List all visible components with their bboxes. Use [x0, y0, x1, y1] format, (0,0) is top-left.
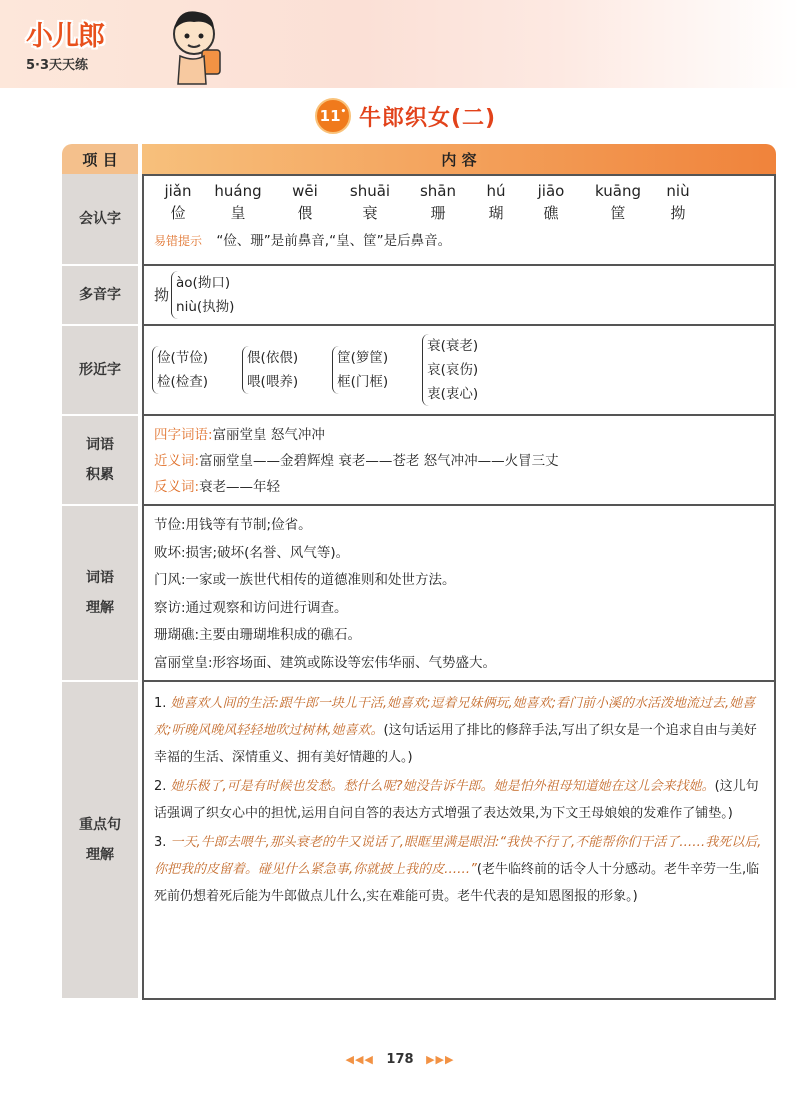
sentence-note: (这句话运用了排比的修辞手法,写出了织女是一个追求自由与美好幸福的生活、深情重义、拥有美好情趣的人。)	[154, 723, 757, 765]
row-label: 会认字	[62, 174, 138, 266]
row-label-line: 词语	[86, 570, 114, 586]
hanzi: 偎	[297, 204, 313, 222]
sentence-quote: 一天,牛郎去喂牛,那头衰老的牛又说话了,眼眶里满是眼泪:“我快不行了,不能帮你们干活了……我死以后,你把我的皮留着。碰见什么紧急事,你就披上我的皮……”	[154, 835, 762, 877]
row-label: 形近字	[62, 326, 138, 416]
pinyin-line	[154, 180, 764, 202]
brace	[332, 346, 388, 394]
tip-line	[154, 230, 764, 252]
similar-word: 筐(箩筐)	[337, 350, 389, 366]
lesson-number-badge: 11 •	[315, 98, 351, 134]
sentence-number: 2.	[154, 779, 167, 794]
sentence-number: 3.	[154, 835, 167, 850]
word-text: 富丽堂皇——金碧辉煌 衰老——苍老 怒气冲冲——火冒三丈	[199, 453, 559, 469]
pinyin: huáng	[214, 182, 262, 200]
similar-group	[422, 334, 478, 406]
row-xingjinzi	[62, 326, 776, 416]
row-huirenzi	[62, 174, 776, 266]
word-text: 衰老——年轻	[199, 479, 281, 495]
lesson-title	[315, 96, 496, 136]
reading: ào(拗口)	[176, 275, 231, 291]
definition-line: 富丽堂皇:形容场面、建筑或陈设等宏伟华丽、气势盛大。	[154, 654, 497, 671]
similar-word: 喂(喂养)	[247, 374, 299, 390]
similar-word: 偎(依偎)	[247, 350, 299, 366]
word-text: 富丽堂皇 怒气冲冲	[212, 427, 325, 443]
hanzi: 瑚	[488, 204, 504, 222]
polyphone-group	[154, 271, 764, 319]
page-number: 178	[386, 1052, 414, 1067]
word-tag: 反义词:	[154, 479, 200, 495]
pinyin: shuāi	[349, 182, 391, 200]
logo-title: 小儿郎	[26, 21, 104, 52]
definition-line: 门风:一家或一族世代相传的道德准则和处世方法。	[154, 572, 456, 588]
sentence-quote: 她乐极了,可是有时候也发愁。愁什么呢?她没告诉牛郎。她是怕外祖母知道她在这儿会来找她。	[170, 779, 715, 794]
polyphone-char: 拗	[154, 286, 170, 304]
brace	[171, 271, 234, 319]
similar-word: 框(门框)	[337, 374, 389, 390]
definition-line: 察访:通过观察和访问进行调查。	[154, 599, 348, 616]
row-content	[142, 506, 776, 682]
hanzi: 礁	[543, 204, 559, 222]
word-tag: 四字词语:	[154, 427, 213, 443]
col-project-header: 项 目	[62, 144, 138, 174]
row-label-line: 积累	[86, 467, 114, 483]
row-zhongdianju	[62, 682, 776, 1000]
pinyin: jiǎn	[164, 182, 192, 200]
row-content	[142, 326, 776, 416]
row-label-line: 理解	[86, 847, 114, 863]
table-header	[62, 144, 776, 174]
pinyin: hú	[486, 182, 506, 200]
row-content	[142, 682, 776, 1000]
pinyin: shān	[419, 182, 457, 200]
brace	[152, 346, 208, 394]
page-footer	[0, 1052, 800, 1067]
row-label	[62, 416, 138, 506]
row-ciyujilei	[62, 416, 776, 506]
row-label-line: 词语	[86, 437, 114, 453]
row-content	[142, 174, 776, 266]
hanzi: 筐	[610, 204, 626, 222]
row-content	[142, 266, 776, 326]
pinyin: jiāo	[537, 182, 565, 200]
top-banner	[0, 0, 800, 88]
pinyin: niù	[666, 182, 690, 200]
row-label: 多音字	[62, 266, 138, 326]
similar-group	[242, 346, 298, 394]
right-arrows-icon: ▶▶▶	[426, 1053, 455, 1066]
key-sentence	[154, 773, 764, 827]
word-line	[154, 448, 764, 474]
hanzi: 珊	[430, 204, 446, 222]
tip-text: “俭、珊”是前鼻音,“皇、筐”是后鼻音。	[216, 233, 452, 249]
sentence-quote: 她喜欢人间的生活:跟牛郎一块儿干活,她喜欢;逗着兄妹俩玩,她喜欢;看门前小溪的水活泼地流过去,她喜欢;听晚风晚风轻轻地吹过树林,她喜欢。	[154, 696, 756, 738]
row-label	[62, 506, 138, 682]
row-content	[142, 416, 776, 506]
col-content-header: 内 容	[142, 144, 776, 174]
brand-logo	[14, 4, 214, 84]
similar-word: 衰(衰老)	[427, 338, 479, 354]
sentence-number: 1.	[154, 696, 167, 711]
definition-line: 败坏:损害;破坏(名誉、风气等)。	[154, 544, 350, 561]
similar-word: 检(检查)	[157, 374, 209, 390]
mascot-boy-icon	[164, 4, 228, 88]
row-ciyulijie	[62, 506, 776, 682]
lesson-title-text: 牛郎织女(二)	[359, 105, 497, 131]
definition-line: 节俭:用钱等有节制;俭省。	[154, 517, 312, 533]
similar-group	[152, 346, 208, 394]
pinyin: kuāng	[595, 182, 641, 200]
row-label	[62, 682, 138, 1000]
key-sentence	[154, 690, 764, 771]
similar-word: 俭(节俭)	[157, 350, 209, 366]
word-tag: 近义词:	[154, 453, 200, 469]
row-label-line: 重点句	[79, 817, 121, 833]
tip-label: 易错提示	[154, 234, 203, 248]
brace	[422, 334, 478, 406]
word-line	[154, 474, 764, 500]
reading: niù(执拗)	[176, 299, 235, 315]
pinyin: wēi	[292, 182, 318, 200]
sentence-note: (这儿句话强调了织女心中的担忧,运用自问自答的表达方式增强了表达效果,为下文王母娘娘的发难作了铺垫。)	[154, 779, 759, 821]
definition-line: 珊瑚礁:主要由珊瑚堆积成的礁石。	[154, 627, 362, 643]
left-arrows-icon: ◀◀◀	[345, 1053, 374, 1066]
hanzi: 拗	[670, 204, 686, 222]
hanzi: 俭	[170, 204, 186, 222]
hanzi-line	[154, 202, 764, 224]
hanzi: 皇	[230, 204, 246, 222]
row-duoyinzi	[62, 266, 776, 326]
key-sentence	[154, 829, 764, 910]
hanzi: 衰	[362, 204, 378, 222]
word-line	[154, 422, 764, 448]
brace	[242, 346, 298, 394]
similar-word: 哀(哀伤)	[427, 362, 479, 378]
study-table	[62, 144, 776, 1000]
similar-word: 衷(衷心)	[427, 386, 479, 402]
row-label-line: 理解	[86, 600, 114, 616]
sentence-note: (老牛临终前的话令人十分感动。老牛辛劳一生,临死前仍想着死后能为牛郎做点儿什么,实在难能可贵。老牛代表的是知恩图报的形象。)	[154, 862, 760, 904]
lesson-number: 11	[319, 107, 341, 125]
similar-group	[332, 346, 388, 394]
logo-subtitle: 5·3天天练	[26, 58, 89, 73]
